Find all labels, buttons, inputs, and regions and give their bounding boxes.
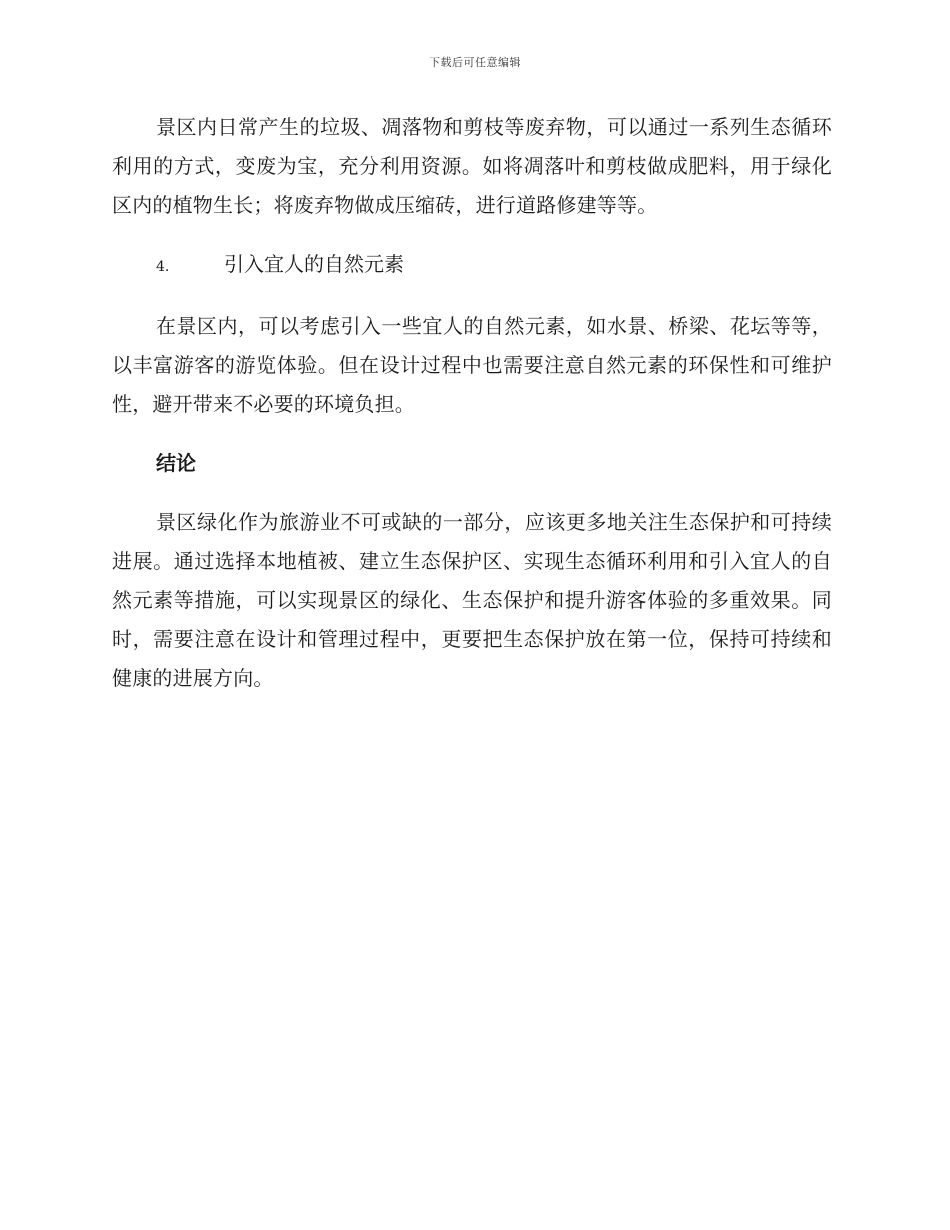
list-item-title: 引入宜人的自然元素 xyxy=(224,252,404,276)
conclusion-heading: 结论 xyxy=(156,451,196,475)
page-header: 下载后可任意编辑 xyxy=(429,56,521,69)
list-item-number: 4. xyxy=(156,259,170,275)
paragraph-recycling: 景区内日常产生的垃圾、凋落物和剪枝等废弃物，可以通过一系列生态循环利用的方式，变废为宝，充分利用资源。如将凋落叶和剪枝做成肥料，用于绿化区内的植物生长；将废弃物做成压缩砖，进行道路修建等等。 xyxy=(112,115,832,217)
list-item-heading-4 xyxy=(112,245,832,287)
document-body xyxy=(112,108,832,718)
paragraph-conclusion: 景区绿化作为旅游业不可或缺的一部分，应该更多地关注生态保护和可持续进展。通过选择本地植被、建立生态保护区、实现生态循环利用和引入宜人的自然元素等措施，可以实现景区的绿化、生态保护和提升游客体验的多重效果。同时，需要注意在设计和管理过程中，更要把生态保护放在第一位，保持可持续和健康的进展方向。 xyxy=(112,510,832,690)
paragraph-natural-elements: 在景区内，可以考虑引入一些宜人的自然元素，如水景、桥梁、花坛等等，以丰富游客的游览体验。但在设计过程中也需要注意自然元素的环保性和可维护性，避开带来不必要的环境负担。 xyxy=(112,314,832,416)
